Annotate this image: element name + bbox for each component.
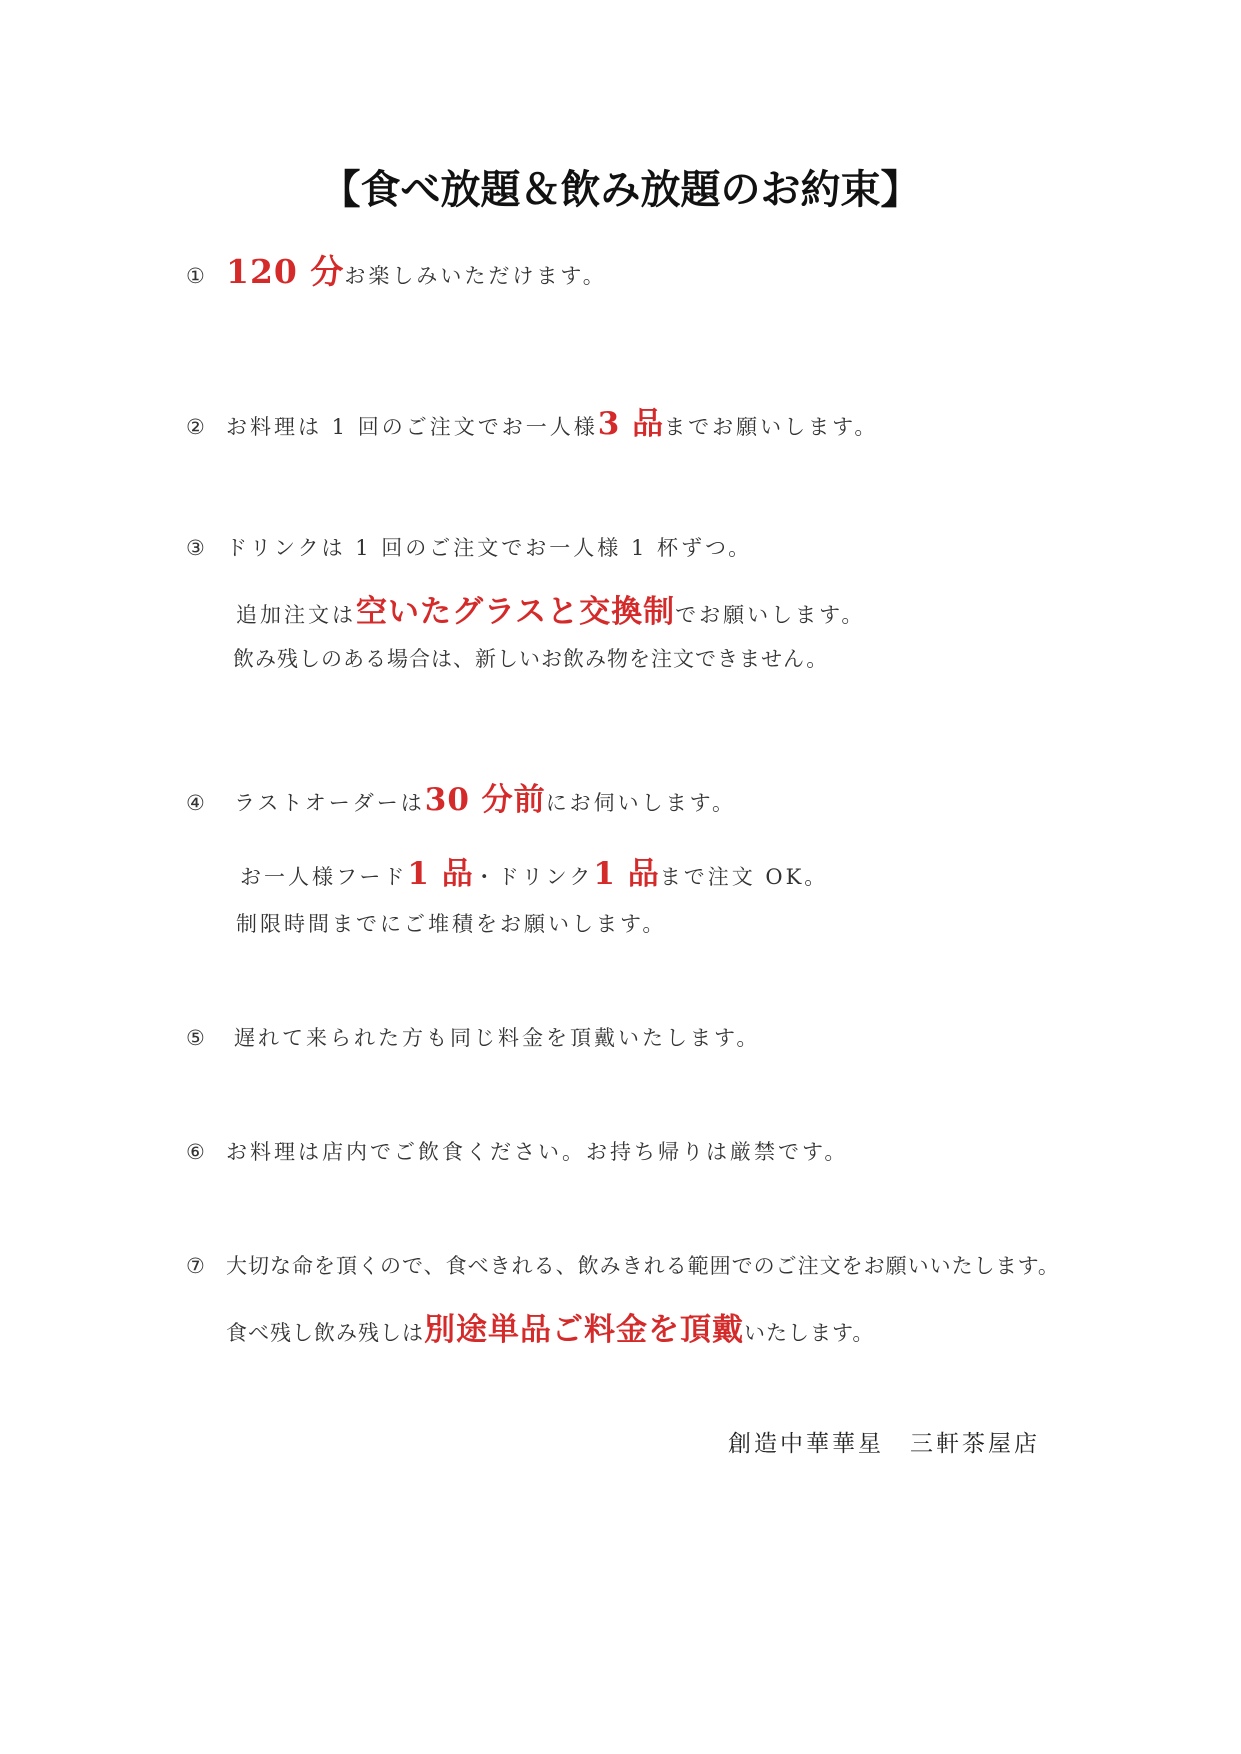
rule-text: 食べ残し飲み残しは: [226, 1321, 424, 1345]
rule-number: ⑦: [186, 1254, 205, 1278]
rule-7-line-1: [186, 1250, 1060, 1280]
rule-number: ④: [186, 791, 205, 815]
rule-text: お楽しみいただけます。: [344, 264, 607, 288]
rule-text: いたします。: [744, 1321, 875, 1345]
rule-highlight: 空いたグラスと交換制: [356, 594, 676, 630]
rule-highlight: 1 品: [593, 856, 660, 892]
page-title: 【食べ放題＆飲み放題のお約束】: [320, 166, 921, 213]
rule-highlight: 3 品: [597, 406, 665, 442]
rule-text: 大切な命を頂くので、食べきれる、飲みきれる範囲でのご注文をお願いいたします。: [226, 1254, 1060, 1278]
rule-number: ③: [186, 536, 205, 560]
rule-highlight: 1 品: [407, 856, 474, 892]
rule-text: にお伺いします。: [545, 791, 737, 815]
rule-text: ・ドリンク: [473, 865, 594, 889]
rule-5: [186, 1022, 760, 1052]
rule-number: ⑤: [186, 1026, 205, 1050]
rule-highlight: 30 分前: [424, 782, 546, 818]
rule-text: お一人様フード: [240, 865, 408, 889]
rule-number: ①: [186, 264, 205, 288]
rule-1: [186, 246, 607, 293]
rule-4-line-1: [186, 774, 736, 819]
rule-number: ⑥: [186, 1140, 205, 1164]
rule-3-line-3: [233, 643, 828, 673]
rule-text: ドリンクは 1 回のご注文でお一人様 1 杯ずつ。: [226, 536, 753, 560]
rule-text: 追加注文は: [236, 603, 356, 627]
rule-6: [186, 1136, 848, 1166]
rule-text: までお願いします。: [664, 415, 879, 439]
rule-highlight: 別途単品ご料金を頂戴: [424, 1312, 744, 1348]
rule-2: [186, 398, 878, 443]
store-signature: 創造中華華星 三軒茶屋店: [728, 1431, 1040, 1457]
rule-4-line-2: [240, 848, 828, 893]
rule-text: お料理は 1 回のご注文でお一人様: [226, 415, 598, 439]
rule-3-line-2: [236, 586, 865, 631]
rule-3-line-1: [186, 532, 752, 562]
rule-text: ラストオーダーは: [234, 791, 425, 815]
rule-highlight: 120 分: [226, 252, 345, 291]
rule-text: まで注文 OK。: [659, 865, 829, 889]
rule-7-line-2: [226, 1304, 874, 1349]
rule-text: 遅れて来られた方も同じ料金を頂戴いたします。: [234, 1026, 761, 1050]
rule-text: 飲み残しのある場合は、新しいお飲み物を注文できません。: [233, 647, 829, 671]
rule-4-line-3: [236, 908, 666, 938]
rule-text: お料理は店内でご飲食ください。お持ち帰りは厳禁です。: [226, 1140, 849, 1164]
rule-number: ②: [186, 415, 205, 439]
rule-text: 制限時間までにご堆積をお願いします。: [236, 912, 667, 936]
rule-text: でお願いします。: [675, 603, 866, 627]
